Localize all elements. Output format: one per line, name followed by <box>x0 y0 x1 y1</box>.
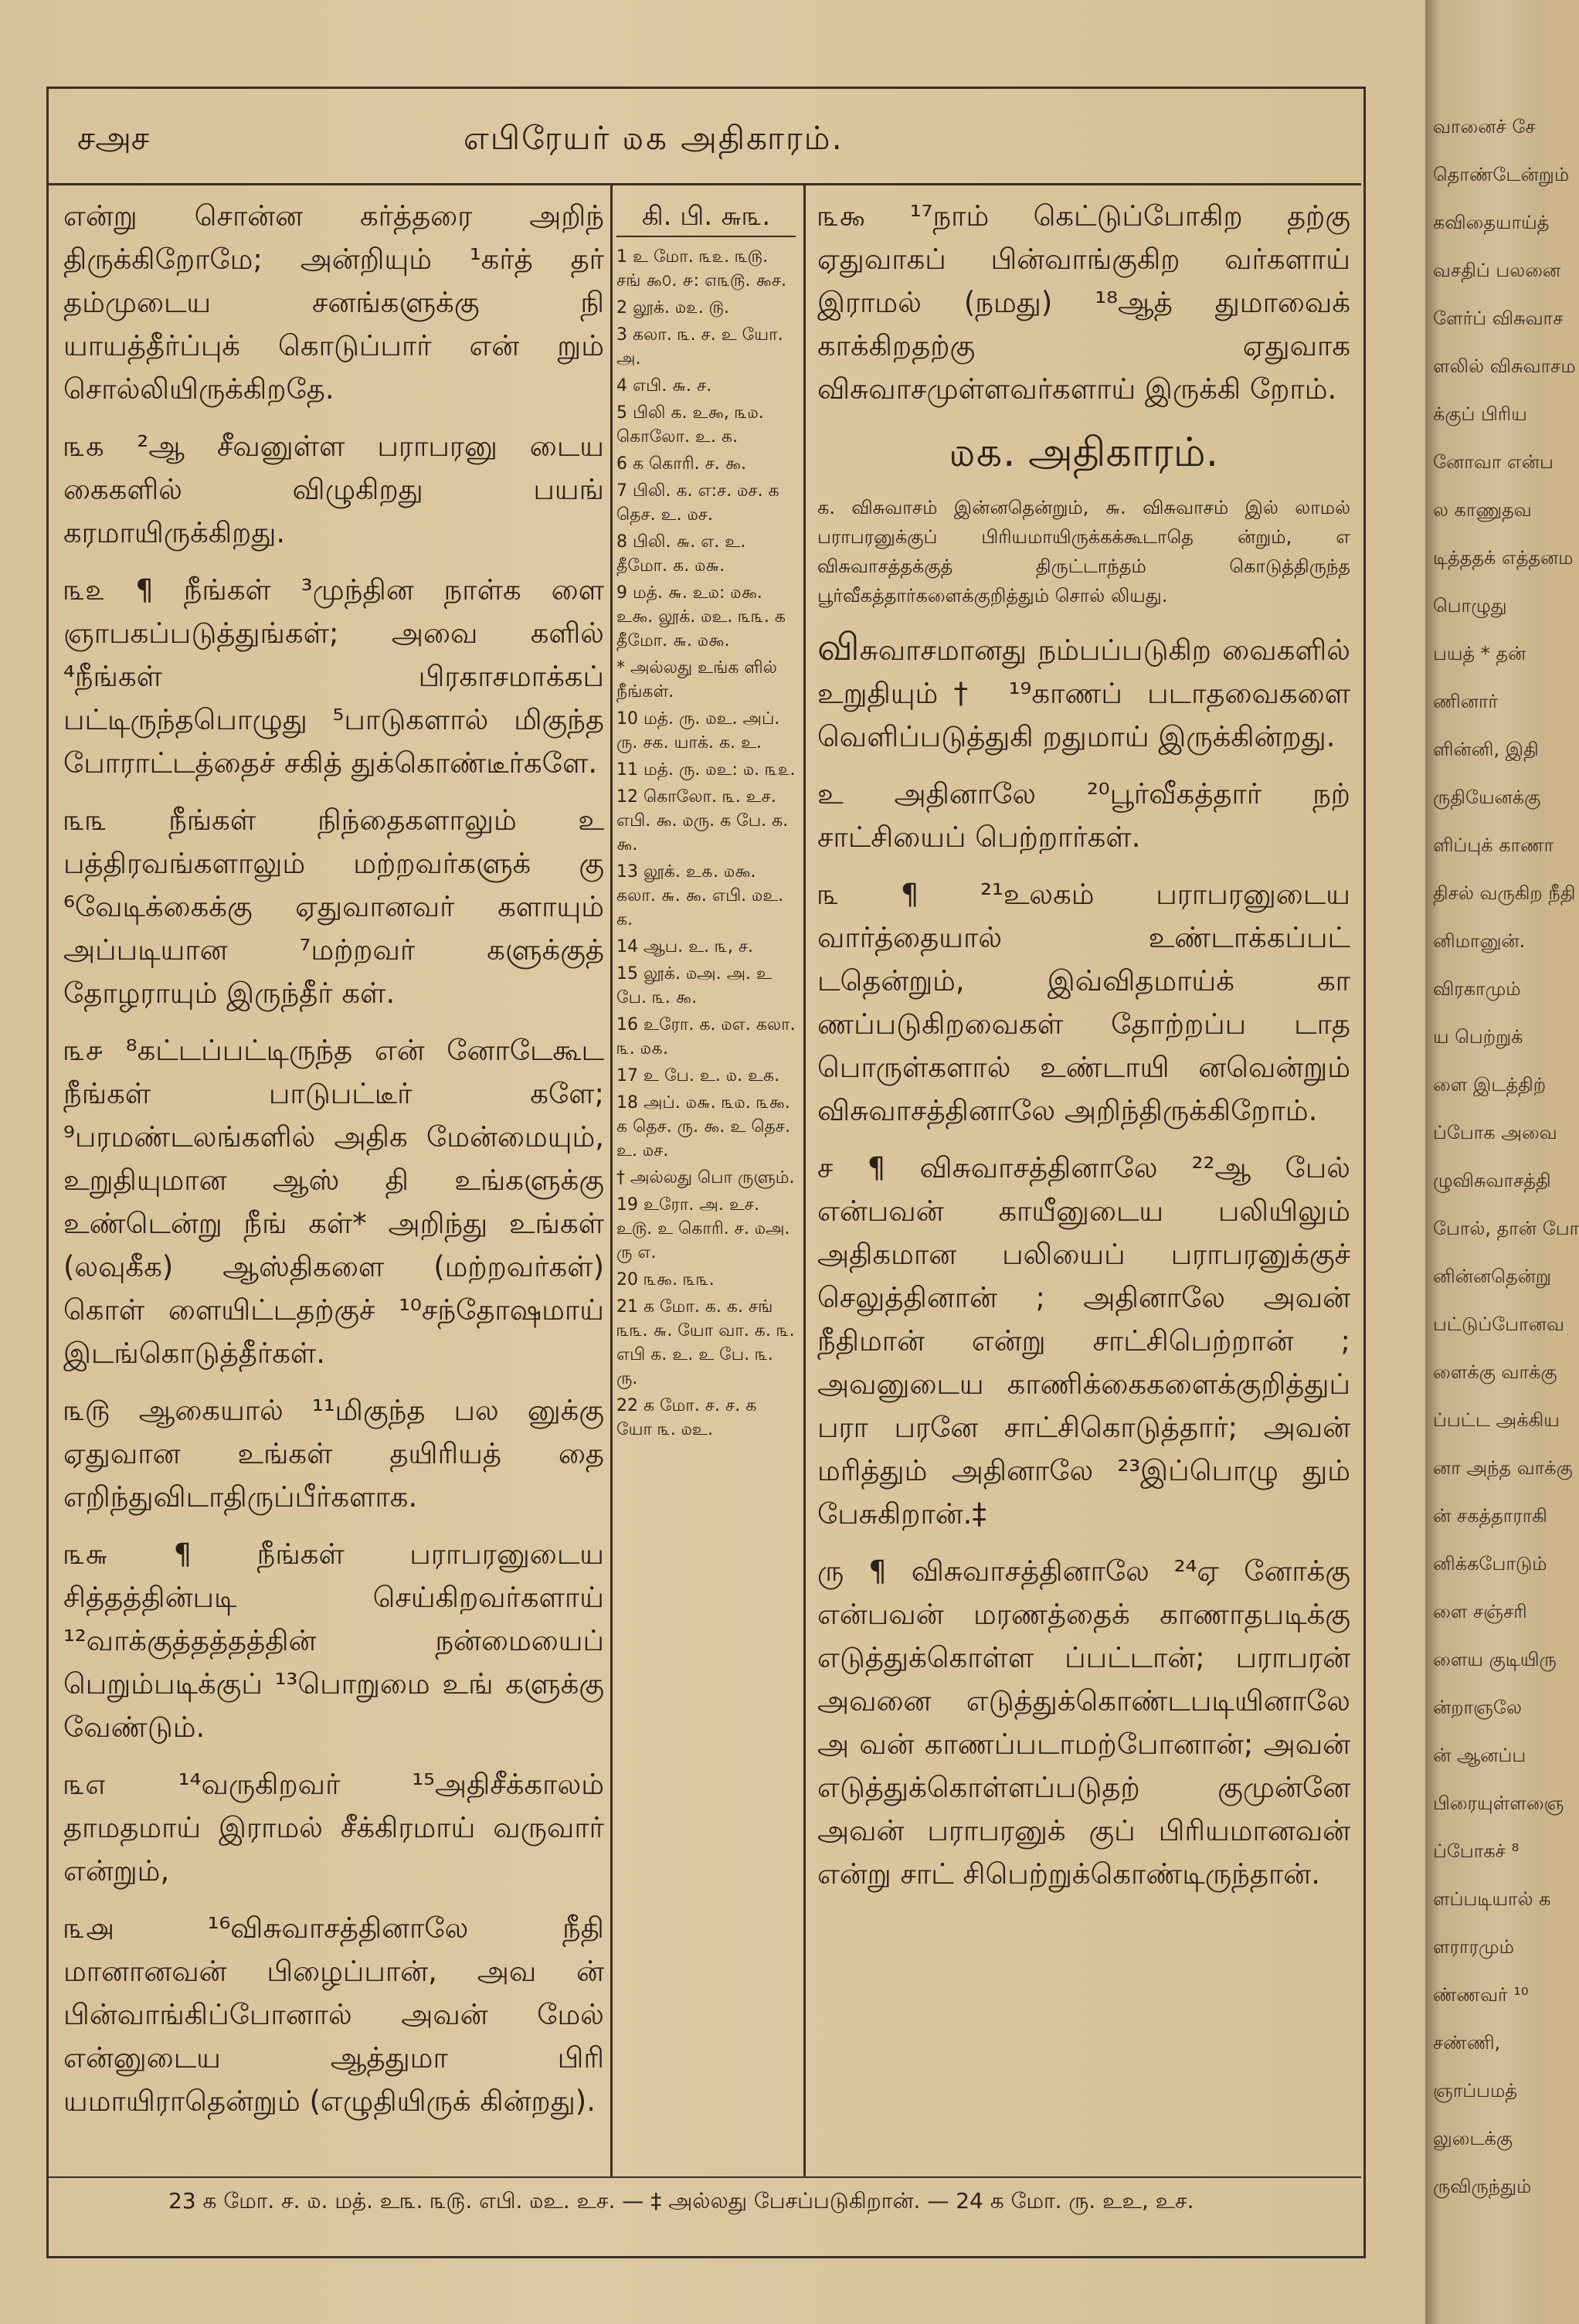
column-rule-right <box>803 183 806 2176</box>
cross-reference: 13 லூக். உ௧. ௰௯. கலா. ௬. ௯. எபி. ௰உ. க. <box>616 862 784 929</box>
right-text-column <box>817 195 1350 1910</box>
adjacent-page-fragment: தொண்டேன்றும் <box>1433 164 1570 185</box>
cross-reference: 15 லூக். ௰அ. அ. உ பே. ௩. ௯. <box>616 964 772 1007</box>
adjacent-page-fragment: ண்ணவர் ¹⁰ <box>1433 1984 1529 2006</box>
adjacent-page-fragment: பட்டுப்போனவ <box>1433 1313 1564 1335</box>
adjacent-page-fragment: ன் சகத்தாராகி <box>1433 1505 1547 1527</box>
adjacent-page-fragment: டித்ததக் எத்தனம <box>1433 547 1574 569</box>
adjacent-page-fragment: ளின்னி, இதி <box>1433 739 1539 760</box>
drop-cap: வி <box>817 626 860 669</box>
cross-reference: 9 மத். ௬. உ௰: ௰௯. உ௯. லூக். ௰உ. ௩௩. க தீமோ. ௬. ௰௯. <box>616 583 786 651</box>
adjacent-page-fragment: ய பெற்றுக் <box>1433 1026 1523 1048</box>
cross-reference: 12 கொலோ. ௩. உச. எபி. ௯. ௰ரு. க பே. க. ௯. <box>616 787 789 855</box>
cross-reference: 8 பிலி. ௬. எ. உ. தீமோ. க. ௰௬. <box>616 532 746 576</box>
adjacent-page-edge <box>1425 0 1579 2324</box>
verse-paragraph: ௩௯ ¹⁷நாம் கெட்டுப்போகிற தற்கு ஏதுவாகப் பின்வாங்குகிற வர்களாய் இராமல் (நமது) ¹⁸ஆத் துமாவைக் காக்கிறதற்கு ஏதுவாக விசுவாசமுள்ளவர்களாய் இருக்கி றோம். <box>817 199 1350 406</box>
verse-paragraph: ௩௫ ஆகையால் ¹¹மிகுந்த பல னுக்கு ஏதுவான உங்கள் தயிரியத் தை எறிந்துவிடாதிருப்பீர்களாக. <box>63 1394 604 1514</box>
cross-reference: 1 உ மோ. ௩௨. ௩௫. சங் ௯௦. ௪: ௭௩௫. ௯ச. <box>616 247 786 290</box>
adjacent-page-fragment: வசதிப் பலனை <box>1433 260 1561 281</box>
adjacent-page-fragment: வானைச் சே <box>1433 116 1536 138</box>
adjacent-page-fragment: திசல் வருகிற நீதி <box>1433 882 1576 904</box>
verse-paragraph: ௩௬ ¶ நீங்கள் பராபரனுடைய சித்தத்தின்படி செய்கிறவர்களாய் ¹²வாக்குத்தத்தத்தின் நன்மையைப் பெறும்படிக்குப் ¹³பொறுமை உங் களுக்கு வேண்டும். <box>63 1537 604 1744</box>
adjacent-page-fragment: ன்றாஞலே <box>1433 1697 1522 1718</box>
chapter-summary: க. விசுவாசம் இன்னதென்றும், ௬. விசுவாசம் இல் லாமல் பராபரனுக்குப் பிரியமாயிருக்கக்கூடாதெ ன்றும், எ விசுவாசத்தக்குத் திருட்டாந்தம் கொடுத்திருந்த பூர்வீகத்தார்களைக்குறித்தும் சொல் லியது. <box>817 497 1350 606</box>
left-text-column <box>63 195 604 2137</box>
adjacent-page-fragment: ளைக்கு வாக்கு <box>1433 1361 1557 1383</box>
cross-reference: 5 பிலி க. உ௯, ௩௰. கொலோ. உ. க. <box>616 403 764 447</box>
cross-reference-column <box>616 197 796 1445</box>
cross-reference: 3 கலா. ௩. ச. உ யோ. அ. <box>616 325 783 369</box>
cross-reference: † அல்லது பொ ருளும். <box>616 1168 795 1187</box>
cross-reference: 7 பிலி. க. எ:ச. ௰ச. க தெச. உ. ௰ச. <box>616 481 779 525</box>
cross-reference: 17 உ பே. உ. ௰. உக. <box>616 1066 780 1086</box>
adjacent-page-fragment: போல், தான் போ <box>1433 1218 1579 1239</box>
page-number: சஅச <box>77 119 150 157</box>
adjacent-page-fragment: பொழுது <box>1433 595 1507 617</box>
cross-reference: 2 லூக். ௰௨. ௫. <box>616 298 729 318</box>
verse-paragraph: உ அதினாலே ²⁰பூர்வீகத்தார் நற் சாட்சியைப் பெற்றார்கள். <box>817 777 1350 854</box>
era-heading: கி. பி. ௬௩. <box>616 197 796 237</box>
cross-reference: 19 உரோ. அ. உச. உ௫. உ கொரி. ச. ௰அ. ரு எ. <box>616 1195 790 1262</box>
verse-text: சுவாசமானது நம்பப்படுகிற வைகளில் உறுதியும்† ¹⁹காணப் படாதவைகளை வெளிப்படுத்துகி றதுமாய் இருக்கின்றது. <box>817 634 1350 753</box>
verse-paragraph: ச ¶ விசுவாசத்தினாலே ²²ஆ பேல் என்பவன் காயீனுடைய பலியிலும் அதிகமான பலியைப் பராபரனுக்குச் செலுத்தினான் ; அதினாலே அவன் நீதிமான் என்று சாட்சிபெற்றான் ; அவனுடைய காணிக்கைகளைக்குறித்துப் பரா பரனே சாட்சிகொடுத்தார்; அவன் மரித்தும் அதினாலே ²³இப்பொழு தும் பேசுகிறான்.‡ <box>817 1151 1350 1531</box>
adjacent-page-fragment: ழுவிசுவாசத்தி <box>1433 1170 1551 1191</box>
running-title: எபிரேயர் ௰௧ அதிகாரம். <box>464 119 844 157</box>
footnote-rule <box>46 2176 1361 2178</box>
adjacent-page-fragment: பயத் * தன் <box>1433 643 1526 664</box>
cross-reference: 4 எபி. ௬. ச. <box>616 376 712 396</box>
cross-reference: 10 மத். ரு. ௰உ. அப். ரு. சக. யாக். க. உ. <box>616 709 780 753</box>
cross-reference: 22 க மோ. ச. ச. க யோ ௩. ௰உ. <box>616 1396 757 1439</box>
verse-paragraph: ௩௩ நீங்கள் நிந்தைகளாலும் உ பத்திரவங்களாலும் மற்றவர்களுக் கு ⁶வேடிக்கைக்கு ஏதுவானவர் களாயும் அப்படியான ⁷மற்றவர் களுக்குத் தோழராயும் இருந்தீர் கள். <box>63 804 604 1010</box>
column-rule-left <box>610 183 613 2176</box>
verse-paragraph: ரு ¶ விசுவாசத்தினாலே ²⁴ஏ னோக்கு என்பவன் மரணத்தைக் காணாதபடிக்கு எடுத்துக்கொள்ள ப்பட்டான்; பராபரன் அவனை எடுத்துக்கொண்டபடியினாலே அ வன் காணப்படாமற்போனான்; அவன் எடுத்துக்கொள்ளப்படுதற் குமுன்னே அவன் பராபரனுக் குப் பிரியமானவன் என்று சாட் சிபெற்றுக்கொண்டிருந்தான். <box>817 1554 1350 1891</box>
cross-reference: 21 க மோ. க. க. சங் ௩௩. ௬. யோ வா. க. ௩. எபி க. உ. உ பே. ௩. ரு. <box>616 1297 795 1388</box>
adjacent-page-fragment: ல காணுதவ <box>1433 499 1532 521</box>
adjacent-page-fragment: ளைய குடியிரு <box>1433 1649 1557 1670</box>
adjacent-page-fragment: னோவா என்ப <box>1433 451 1554 473</box>
adjacent-page-fragment: ளை இடத்திற் <box>1433 1074 1547 1096</box>
adjacent-page-fragment: ளராரமும் <box>1433 1936 1514 1958</box>
verse-paragraph: என்று சொன்ன கர்த்தரை அறிந் திருக்கிறோமே; அன்றியும் ¹கர்த் தர் தம்முடைய சனங்களுக்கு நி யாயத்தீர்ப்புக் கொடுப்பார் என் றும் சொல்லியிருக்கிறதே. <box>63 199 604 406</box>
verse-paragraph: ௩௧ ²ஆ சீவனுள்ள பராபரனு டைய கைகளில் விழுகிறது பயங் கரமாயிருக்கிறது. <box>63 430 604 549</box>
adjacent-page-fragment: ப்போக அவை <box>1433 1122 1557 1143</box>
footnote: 23 க மோ. ச. ௰. மத். உ௩. ௩௫. எபி. ௰உ. உச. — ‡ அல்லது பேசப்படுகிறான். — 24 க மோ. ரு. உஉ, உச. <box>168 2188 1194 2214</box>
adjacent-page-fragment: ணினார் <box>1433 691 1499 712</box>
cross-reference: 11 மத். ரு. ௰உ: ௰. ௩௨. <box>616 760 796 780</box>
verse-paragraph: ௩௮ ¹⁶விசுவாசத்தினாலே நீதி மானானவன் பிழைப்பான், அவ ன் பின்வாங்கிப்போனால் அவன் மேல் என்னுடைய ஆத்துமா பிரி யமாயிராதென்றும் (எழுதியிருக் கின்றது). <box>63 1911 604 2118</box>
adjacent-page-fragment: ளை சஞ்சரி <box>1433 1601 1527 1622</box>
verse-paragraph: ௩௭ ¹⁴வருகிறவர் ¹⁵அதிசீக்காலம் தாமதமாய் இராமல் சீக்கிரமாய் வருவார் என்றும், <box>63 1768 604 1887</box>
verse-paragraph <box>817 626 1350 759</box>
adjacent-page-fragment: ளேர்ப் விசுவாச <box>1433 307 1564 329</box>
cross-reference: * அல்லது உங்க ளில் நீங்கள். <box>616 658 777 702</box>
adjacent-page-fragment: னிமானுன். <box>1433 930 1526 952</box>
adjacent-page-fragment: ன் ஆனப்ப <box>1433 1745 1526 1766</box>
adjacent-page-fragment: கவிதையாய்த் <box>1433 212 1550 233</box>
verse-paragraph: ௩௨ ¶ நீங்கள் ³முந்தின நாள்க ளை ஞாபகப்படுத்துங்கள்; அவை களில் ⁴நீங்கள் பிரகாசமாக்கப் பட்டிருந்தபொழுது ⁵பாடுகளால் மிகுந்த போராட்டத்தைச் சகித் துக்கொண்டீர்களே. <box>63 573 604 780</box>
adjacent-page-fragment: ப்பட்ட அக்கிய <box>1433 1409 1560 1431</box>
cross-reference: 16 உரோ. க. ௰எ. கலா. ௩. ௰௧. <box>616 1015 796 1058</box>
verse-paragraph: ௩ ¶ ²¹உலகம் பராபரனுடைய வார்த்தையால் உண்டாக்கப்பட் டதென்றும், இவ்விதமாய்க் கா ணப்படுகிறவைகள் தோற்றப்ப டாத பொருள்களால் உண்டாயி னவென்றும் விசுவாசத்தினாலே அறிந்திருக்கிறோம். <box>817 878 1350 1127</box>
adjacent-page-fragment: ஞாப்பமத் <box>1433 2080 1517 2101</box>
adjacent-page-fragment: ப்போகச் ⁸ <box>1433 1840 1520 1862</box>
adjacent-page-fragment: ருவிருந்தும் <box>1433 2176 1532 2197</box>
cross-reference: 14 ஆப. உ. ௩, ச. <box>616 937 754 956</box>
adjacent-page-fragment: ருதியேனக்கு <box>1433 787 1541 808</box>
page-header <box>46 87 1361 185</box>
chapter-heading: ௰௧. அதிகாரம். <box>949 430 1219 476</box>
adjacent-page-fragment: ளலில் விசுவாசம <box>1433 355 1576 377</box>
adjacent-page-fragment: சண்ணி, <box>1433 2032 1501 2054</box>
adjacent-page-fragment: ளிப்புக் காணா <box>1433 834 1554 856</box>
adjacent-page-fragment: க்குப் பிரிய <box>1433 403 1527 425</box>
adjacent-page-fragment: னின்னதென்று <box>1433 1266 1551 1287</box>
adjacent-page-fragment: ளப்படியால் க <box>1433 1888 1551 1910</box>
adjacent-page-fragment: னிக்கபோடும் <box>1433 1553 1547 1575</box>
adjacent-page-fragment: லுடைக்கு <box>1433 2128 1513 2149</box>
cross-reference: 6 க கொரி. ச. ௯. <box>616 454 747 474</box>
cross-reference: 20 ௩௯. ௩௩. <box>616 1270 715 1289</box>
adjacent-page-fragment: னா அந்த வாக்கு <box>1433 1457 1573 1479</box>
adjacent-page-fragment: விரகாமும் <box>1433 978 1521 1000</box>
verse-paragraph: ௩௪ ⁸கட்டப்பட்டிருந்த என் னோடேகூட நீங்கள் பாடுபட்டீர் களே; ⁹பரமண்டலங்களில் அதிக மேன்மையும், உறுதியுமான ஆஸ் தி உங்களுக்கு உண்டென்று நீங் கள்* அறிந்து உங்கள் (லவுகீக) ஆஸ்திகளை (மற்றவர்கள்) கொள் ளையிட்டதற்குச் ¹⁰சந்தோஷமாய் இடங்கொடுத்தீர்கள். <box>63 1034 604 1370</box>
adjacent-page-fragment: பிரையுள்ளஞை <box>1433 1792 1564 1814</box>
cross-reference: 18 அப். ௰௬. ௩௰. ௩௯. க தெச. ரு. ௯. உ தெச. உ. ௰ச. <box>616 1093 790 1160</box>
